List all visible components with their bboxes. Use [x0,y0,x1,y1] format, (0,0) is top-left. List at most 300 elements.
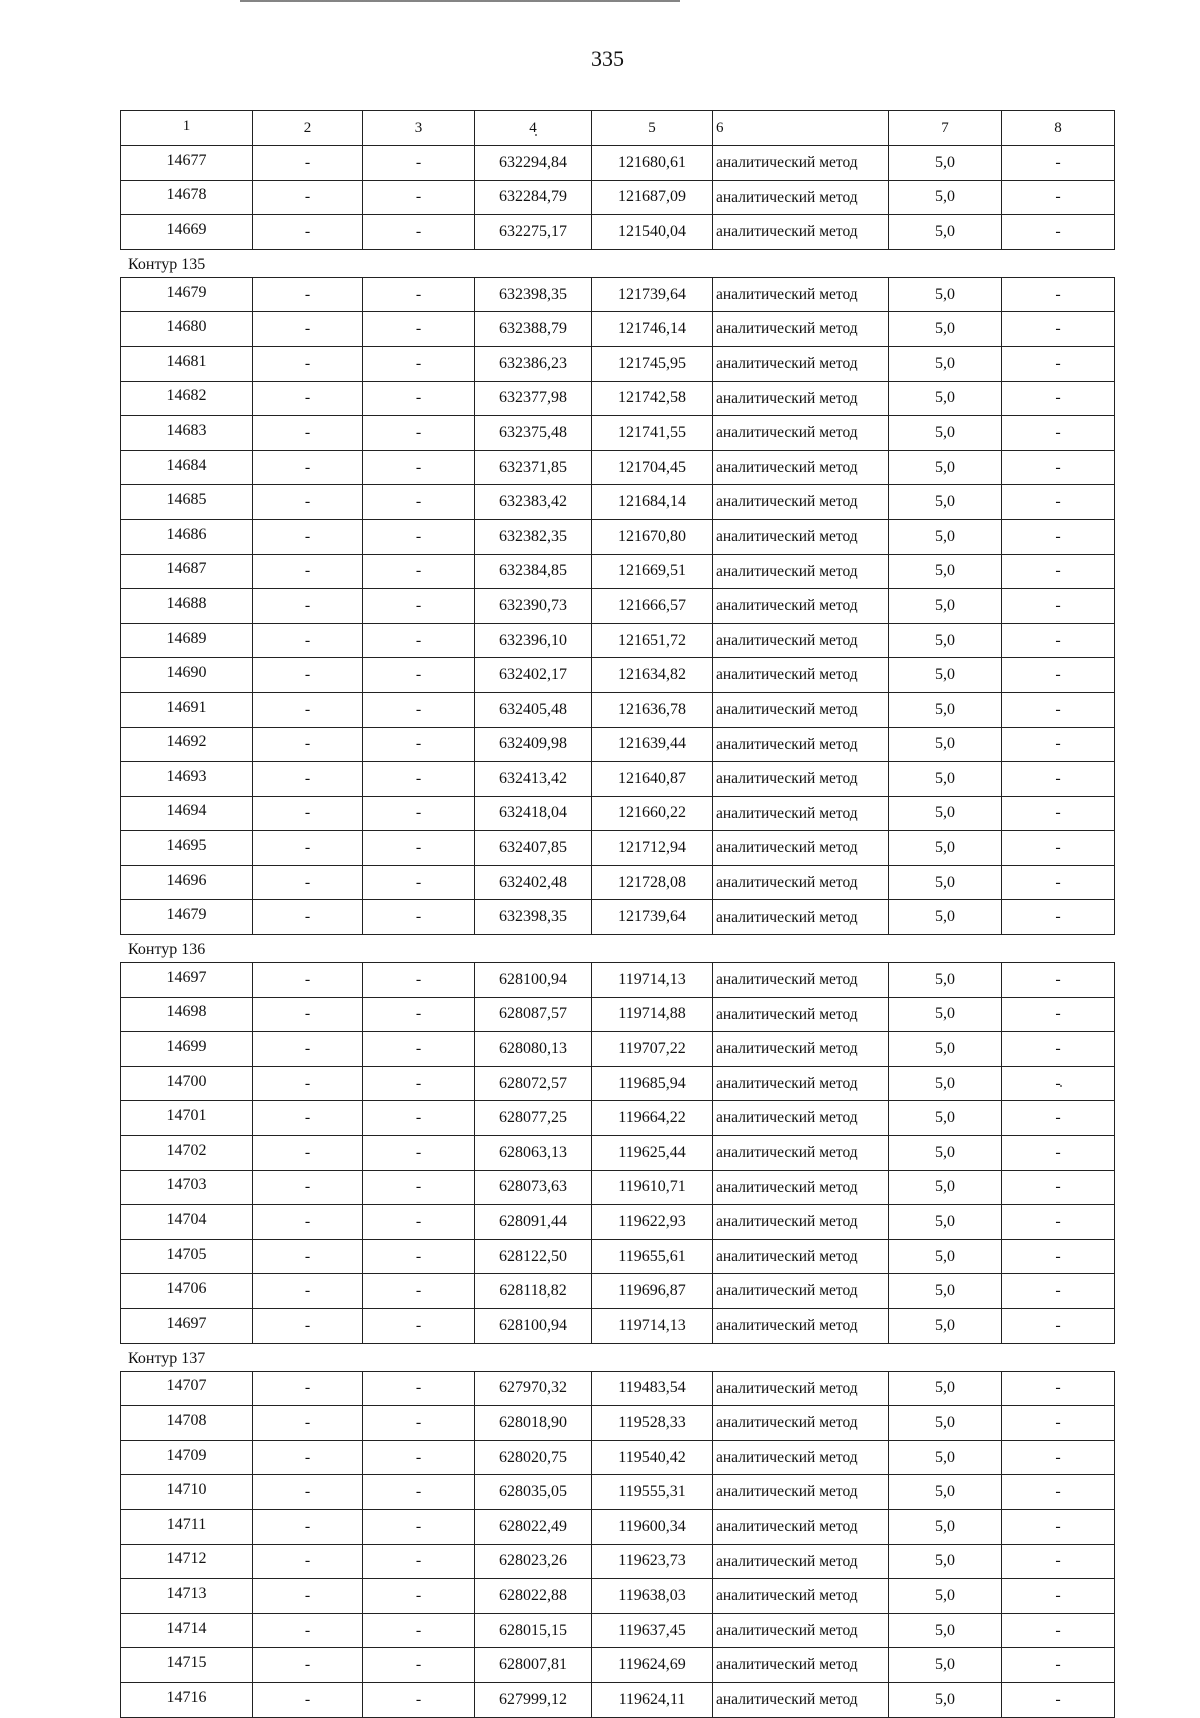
method-cell: аналитический метод [713,1509,889,1544]
y-coordinate-cell: 119664,22 [592,1101,713,1136]
col3-cell: - [363,963,475,998]
y-coordinate-cell: 121741,55 [592,416,713,451]
table-row [121,180,1115,215]
method-cell: аналитический метод [713,762,889,797]
col8-cell: - [1002,1371,1115,1406]
col2-cell: - [253,1648,363,1683]
col3-cell: - [363,1648,475,1683]
point-number-cell: 14706 [121,1274,253,1309]
x-coordinate-cell: 632294,84 [475,146,592,181]
table-row [121,215,1115,250]
accuracy-cell: 5,0 [889,450,1002,485]
x-coordinate-cell: 628015,15 [475,1613,592,1648]
x-coordinate-cell: 632386,23 [475,346,592,381]
point-number-cell: 14692 [121,727,253,762]
accuracy-cell: 5,0 [889,381,1002,416]
y-coordinate-cell: 119624,11 [592,1682,713,1717]
col8-cell: - [1002,381,1115,416]
point-number-cell: 14708 [121,1406,253,1441]
point-number-cell: 14707 [121,1371,253,1406]
x-coordinate-cell: 632275,17 [475,215,592,250]
point-number-cell: 14680 [121,312,253,347]
point-number-cell: 14691 [121,692,253,727]
y-coordinate-cell: 119622,93 [592,1205,713,1240]
method-cell: аналитический метод [713,963,889,998]
col3-cell: - [363,1309,475,1344]
accuracy-cell: 5,0 [889,997,1002,1032]
table-row [121,727,1115,762]
col8-cell: - [1002,1239,1115,1274]
x-coordinate-cell: 628080,13 [475,1032,592,1067]
y-coordinate-cell: 119696,87 [592,1274,713,1309]
col8-cell: - [1002,1648,1115,1683]
x-coordinate-cell: 628022,49 [475,1509,592,1544]
col8-cell: - [1002,1579,1115,1614]
accuracy-cell: 5,0 [889,623,1002,658]
method-cell: аналитический метод [713,312,889,347]
accuracy-cell: 5,0 [889,1544,1002,1579]
col2-cell: - [253,1309,363,1344]
table-row [121,865,1115,900]
accuracy-cell: 5,0 [889,1136,1002,1171]
col2-cell: - [253,997,363,1032]
col2-cell: - [253,831,363,866]
col2-cell: - [253,963,363,998]
accuracy-cell: 5,0 [889,963,1002,998]
x-coordinate-cell: 628100,94 [475,963,592,998]
column-header-1: 1 [121,111,253,146]
col2-cell: - [253,658,363,693]
point-number-cell: 14695 [121,831,253,866]
col3-cell: - [363,1406,475,1441]
table-row [121,900,1115,935]
table-row [121,1544,1115,1579]
accuracy-cell: 5,0 [889,416,1002,451]
col3-cell: - [363,1544,475,1579]
x-coordinate-cell: 627999,12 [475,1682,592,1717]
point-number-cell: 14689 [121,623,253,658]
accuracy-cell: 5,0 [889,692,1002,727]
col3-cell: - [363,312,475,347]
method-cell: аналитический метод [713,1613,889,1648]
table-row [121,963,1115,998]
col2-cell: - [253,762,363,797]
x-coordinate-cell: 628023,26 [475,1544,592,1579]
x-coordinate-cell: 632418,04 [475,796,592,831]
table-row [121,762,1115,797]
y-coordinate-cell: 121639,44 [592,727,713,762]
col8-cell: - [1002,485,1115,520]
accuracy-cell: 5,0 [889,1509,1002,1544]
accuracy-cell: 5,0 [889,180,1002,215]
y-coordinate-cell: 119624,69 [592,1648,713,1683]
table-row [121,1032,1115,1067]
point-number-cell: 14704 [121,1205,253,1240]
col8-cell: - [1002,346,1115,381]
table-row [121,381,1115,416]
point-number-cell: 14696 [121,865,253,900]
col2-cell: - [253,865,363,900]
x-coordinate-cell: 628091,44 [475,1205,592,1240]
accuracy-cell: 5,0 [889,1440,1002,1475]
point-number-cell: 14682 [121,381,253,416]
col8-cell: - [1002,762,1115,797]
col2-cell: - [253,1066,363,1101]
table-row [121,692,1115,727]
y-coordinate-cell: 121636,78 [592,692,713,727]
column-header-7: 7 [889,111,1002,146]
y-coordinate-cell: 119638,03 [592,1579,713,1614]
accuracy-cell: 5,0 [889,658,1002,693]
x-coordinate-cell: 632402,48 [475,865,592,900]
point-number-cell: 14679 [121,277,253,312]
table-row [121,416,1115,451]
col2-cell: - [253,519,363,554]
x-coordinate-cell: 628122,50 [475,1239,592,1274]
y-coordinate-cell: 121742,58 [592,381,713,416]
x-coordinate-cell: 628007,81 [475,1648,592,1683]
col8-cell: - [1002,658,1115,693]
accuracy-cell: 5,0 [889,1406,1002,1441]
col3-cell: - [363,865,475,900]
y-coordinate-cell: 121669,51 [592,554,713,589]
point-number-cell: 14715 [121,1648,253,1683]
y-coordinate-cell: 119483,54 [592,1371,713,1406]
col2-cell: - [253,1101,363,1136]
y-coordinate-cell: 119625,44 [592,1136,713,1171]
contour-label: Контур 135 [128,255,206,273]
method-cell: аналитический метод [713,658,889,693]
accuracy-cell: 5,0 [889,485,1002,520]
y-coordinate-cell: 121634,82 [592,658,713,693]
col3-cell: - [363,416,475,451]
col8-cell: - [1002,1274,1115,1309]
accuracy-cell: 5,0 [889,1613,1002,1648]
accuracy-cell: 5,0 [889,1579,1002,1614]
point-number-cell: 14703 [121,1170,253,1205]
point-number-cell: 14686 [121,519,253,554]
y-coordinate-cell: 121666,57 [592,589,713,624]
col3-cell: - [363,900,475,935]
col2-cell: - [253,277,363,312]
col8-cell: - [1002,831,1115,866]
coordinates-table [120,277,1115,935]
method-cell: аналитический метод [713,1032,889,1067]
y-coordinate-cell: 121746,14 [592,312,713,347]
col3-cell: - [363,1136,475,1171]
col8-cell: - [1002,1544,1115,1579]
y-coordinate-cell: 119714,88 [592,997,713,1032]
col2-cell: - [253,416,363,451]
col3-cell: - [363,1475,475,1510]
col8-cell: - [1002,623,1115,658]
x-coordinate-cell: 632396,10 [475,623,592,658]
col3-cell: - [363,1239,475,1274]
y-coordinate-cell: 119714,13 [592,963,713,998]
col8-cell: - [1002,1170,1115,1205]
point-number-cell: 14710 [121,1475,253,1510]
col3-cell: - [363,1613,475,1648]
col3-cell: - [363,346,475,381]
col2-cell: - [253,1613,363,1648]
col2-cell: - [253,146,363,181]
method-cell: аналитический метод [713,900,889,935]
method-cell: аналитический метод [713,623,889,658]
method-cell: аналитический метод [713,865,889,900]
point-number-cell: 14711 [121,1509,253,1544]
col2-cell: - [253,1170,363,1205]
col2-cell: - [253,900,363,935]
table-row [121,658,1115,693]
col2-cell: - [253,589,363,624]
method-cell: аналитический метод [713,554,889,589]
col3-cell: - [363,554,475,589]
col3-cell: - [363,1440,475,1475]
x-coordinate-cell: 628020,75 [475,1440,592,1475]
table-row [121,796,1115,831]
y-coordinate-cell: 121680,61 [592,146,713,181]
method-cell: аналитический метод [713,215,889,250]
x-coordinate-cell: 632405,48 [475,692,592,727]
col2-cell: - [253,180,363,215]
col2-cell: - [253,1406,363,1441]
col2-cell: - [253,1274,363,1309]
col3-cell: - [363,1066,475,1101]
x-coordinate-cell: 632398,35 [475,277,592,312]
column-header-4: 4 [475,111,592,146]
y-coordinate-cell: 119707,22 [592,1032,713,1067]
x-coordinate-cell: 628100,94 [475,1309,592,1344]
x-coordinate-cell: 628072,57 [475,1066,592,1101]
col3-cell: - [363,1579,475,1614]
x-coordinate-cell: 628077,25 [475,1101,592,1136]
col8-cell: - [1002,554,1115,589]
y-coordinate-cell: 121728,08 [592,865,713,900]
y-coordinate-cell: 121739,64 [592,900,713,935]
method-cell: аналитический метод [713,796,889,831]
col8-cell: - [1002,589,1115,624]
method-cell: аналитический метод [713,1371,889,1406]
x-coordinate-cell: 632402,17 [475,658,592,693]
point-number-cell: 14700 [121,1066,253,1101]
column-header-8: 8 [1002,111,1115,146]
method-cell: аналитический метод [713,381,889,416]
table-row [121,1274,1115,1309]
accuracy-cell: 5,0 [889,1101,1002,1136]
x-coordinate-cell: 628118,82 [475,1274,592,1309]
x-coordinate-cell: 632388,79 [475,312,592,347]
col8-cell: - [1002,1682,1115,1717]
col8-cell: - [1002,1136,1115,1171]
col8-cell: - [1002,1475,1115,1510]
method-cell: аналитический метод [713,346,889,381]
col2-cell: - [253,346,363,381]
column-header-2: 2 [253,111,363,146]
accuracy-cell: 5,0 [889,1309,1002,1344]
y-coordinate-cell: 119555,31 [592,1475,713,1510]
x-coordinate-cell: 632398,35 [475,900,592,935]
method-cell: аналитический метод [713,997,889,1032]
method-cell: аналитический метод [713,485,889,520]
accuracy-cell: 5,0 [889,865,1002,900]
column-header-5: 5 [592,111,713,146]
col3-cell: - [363,762,475,797]
coordinates-table [120,962,1115,1344]
col3-cell: - [363,146,475,181]
method-cell: аналитический метод [713,692,889,727]
point-number-cell: 14683 [121,416,253,451]
col3-cell: - [363,589,475,624]
method-cell: аналитический метод [713,519,889,554]
col2-cell: - [253,1239,363,1274]
table-row [121,1136,1115,1171]
col2-cell: - [253,1205,363,1240]
col3-cell: - [363,796,475,831]
y-coordinate-cell: 119623,73 [592,1544,713,1579]
x-coordinate-cell: 632371,85 [475,450,592,485]
table-row [121,346,1115,381]
col8-cell: - [1002,450,1115,485]
table-row [121,1309,1115,1344]
col2-cell: - [253,312,363,347]
point-number-cell: 14678 [121,180,253,215]
x-coordinate-cell: 628063,13 [475,1136,592,1171]
accuracy-cell: 5,0 [889,1205,1002,1240]
accuracy-cell: 5,0 [889,519,1002,554]
col2-cell: - [253,381,363,416]
table-row [121,1440,1115,1475]
method-cell: аналитический метод [713,1274,889,1309]
x-coordinate-cell: 632407,85 [475,831,592,866]
method-cell: аналитический метод [713,1170,889,1205]
point-number-cell: 14693 [121,762,253,797]
col3-cell: - [363,1371,475,1406]
accuracy-cell: 5,0 [889,1371,1002,1406]
y-coordinate-cell: 121739,64 [592,277,713,312]
col2-cell: - [253,1682,363,1717]
col8-cell: - [1002,997,1115,1032]
table-row [121,450,1115,485]
accuracy-cell: 5,0 [889,146,1002,181]
col3-cell: - [363,831,475,866]
col8-cell: - [1002,146,1115,181]
y-coordinate-cell: 119655,61 [592,1239,713,1274]
col8-cell: - [1002,519,1115,554]
col3-cell: - [363,1032,475,1067]
page-number: 335 [591,46,624,71]
accuracy-cell: 5,0 [889,346,1002,381]
accuracy-cell: 5,0 [889,589,1002,624]
method-cell: аналитический метод [713,1440,889,1475]
point-number-cell: 14697 [121,1309,253,1344]
y-coordinate-cell: 119540,42 [592,1440,713,1475]
y-coordinate-cell: 121745,95 [592,346,713,381]
col8-cell: - [1002,1613,1115,1648]
col2-cell: - [253,554,363,589]
table-row [121,623,1115,658]
col8-cell: - [1002,1032,1115,1067]
col2-cell: - [253,215,363,250]
col2-cell: - [253,1440,363,1475]
col3-cell: - [363,1101,475,1136]
col3-cell: - [363,1205,475,1240]
accuracy-cell: 5,0 [889,312,1002,347]
point-number-cell: 14697 [121,963,253,998]
col3-cell: - [363,519,475,554]
y-coordinate-cell: 119600,34 [592,1509,713,1544]
y-coordinate-cell: 119714,13 [592,1309,713,1344]
y-coordinate-cell: 119637,45 [592,1613,713,1648]
method-cell: аналитический метод [713,277,889,312]
accuracy-cell: 5,0 [889,1274,1002,1309]
col3-cell: - [363,623,475,658]
method-cell: аналитический метод [713,1648,889,1683]
method-cell: аналитический метод [713,1579,889,1614]
x-coordinate-cell: 628022,88 [475,1579,592,1614]
table-row [121,1066,1115,1101]
table-row [121,312,1115,347]
column-header-3: 3 [363,111,475,146]
y-coordinate-cell: 121660,22 [592,796,713,831]
x-coordinate-cell: 632409,98 [475,727,592,762]
col8-cell: - [1002,963,1115,998]
coordinates-table [120,110,1115,250]
col3-cell: - [363,727,475,762]
point-number-cell: 14699 [121,1032,253,1067]
y-coordinate-cell: 121704,45 [592,450,713,485]
accuracy-cell: 5,0 [889,1066,1002,1101]
col3-cell: - [363,658,475,693]
accuracy-cell: 5,0 [889,1032,1002,1067]
coordinates-table [120,1371,1115,1718]
accuracy-cell: 5,0 [889,554,1002,589]
method-cell: аналитический метод [713,589,889,624]
point-number-cell: 14701 [121,1101,253,1136]
contour-label: Контур 136 [128,941,206,959]
point-number-cell: 14714 [121,1613,253,1648]
accuracy-cell: 5,0 [889,1170,1002,1205]
point-number-cell: 14702 [121,1136,253,1171]
table-row [121,1613,1115,1648]
accuracy-cell: 5,0 [889,1475,1002,1510]
col3-cell: - [363,1509,475,1544]
method-cell: аналитический метод [713,1239,889,1274]
table-row [121,1101,1115,1136]
point-number-cell: 14685 [121,485,253,520]
table-row [121,1371,1115,1406]
col3-cell: - [363,180,475,215]
col3-cell: - [363,485,475,520]
point-number-cell: 14698 [121,997,253,1032]
table-row [121,1406,1115,1441]
col2-cell: - [253,1544,363,1579]
col3-cell: - [363,215,475,250]
col8-cell: - [1002,1440,1115,1475]
table-row [121,997,1115,1032]
method-cell: аналитический метод [713,416,889,451]
method-cell: аналитический метод [713,450,889,485]
col8-cell: - [1002,727,1115,762]
method-cell: аналитический метод [713,1101,889,1136]
point-number-cell: 14716 [121,1682,253,1717]
col8-cell: - [1002,1309,1115,1344]
table-row [121,554,1115,589]
table-row [121,519,1115,554]
col2-cell: - [253,1509,363,1544]
method-cell: аналитический метод [713,831,889,866]
table-row [121,1205,1115,1240]
col2-cell: - [253,623,363,658]
